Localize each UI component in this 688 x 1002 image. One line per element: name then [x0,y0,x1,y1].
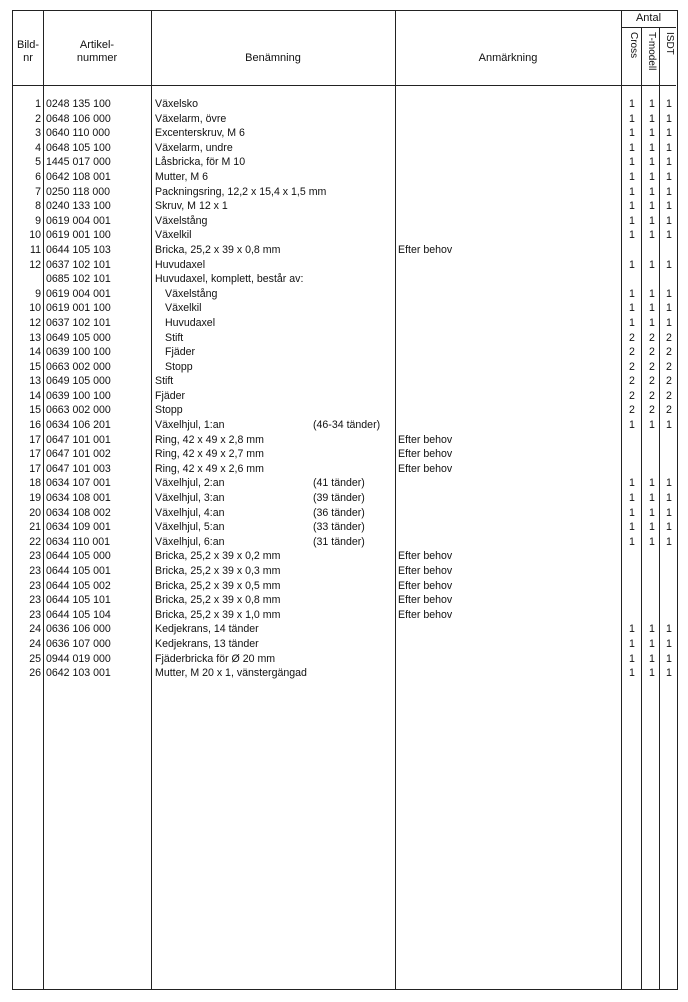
cell-artikelnummer: 0619 001 100 [46,302,111,315]
cell-tander: (46-34 tänder) [313,419,381,432]
cell-bild-nr: 1 [35,98,41,110]
cell-antal-tmodell: 1 [649,521,655,534]
cell-bild-nr: 7 [35,185,41,198]
cell-antal-tmodell: 1 [649,156,655,169]
cell-bild-nr: 23 [29,565,41,577]
table-row [13,331,676,346]
cell-antal-isdt: 1 [666,316,672,329]
cell-antal-tmodell: 2 [649,375,655,388]
cell-antal-tmodell: 1 [649,229,655,242]
cell-artikelnummer: 0634 106 201 [46,419,111,432]
cell-artikelnummer: 0647 101 003 [46,462,111,475]
cell-artikelnummer: 0634 108 002 [46,506,111,519]
cell-bild-nr: 3 [35,127,41,140]
table-row [13,476,676,491]
cell-antal-tmodell: 1 [649,316,655,329]
antal-underline [621,27,676,28]
table-row [13,535,676,550]
cell-bild-nr: 9 [35,214,41,227]
cell-antal-cross: 1 [629,492,635,505]
cell-artikelnummer: 0637 102 101 [46,258,111,271]
cell-artikelnummer: 0649 105 000 [46,375,111,388]
table-row [13,418,676,433]
cell-antal-isdt: 1 [666,492,672,505]
cell-benamning: Bricka, 25,2 x 39 x 0,2 mm [155,550,281,563]
cell-antal-isdt: 1 [666,637,672,650]
cell-benamning: Fjäder [165,346,196,359]
cell-benamning: Ring, 42 x 49 x 2,6 mm [155,462,264,475]
cell-bild-nr: 13 [29,331,41,344]
cell-bild-nr: 2 [35,112,41,125]
cell-artikelnummer: 0663 002 000 [46,360,111,373]
cell-antal-cross: 1 [629,419,635,432]
cell-antal-tmodell: 1 [649,170,655,183]
cell-tander: (36 tänder) [313,506,365,519]
table-row [13,272,676,287]
cell-anmarkning: Efter behov [398,462,453,475]
cell-benamning: Stift [165,331,184,344]
cell-antal-isdt: 1 [666,302,672,315]
cell-artikelnummer: 0640 110 000 [46,127,111,140]
cell-bild-nr: 5 [35,156,41,169]
cell-bild-nr: 22 [29,535,41,548]
table-row [13,433,676,448]
cell-antal-isdt: 2 [666,375,672,388]
cell-artikelnummer: 0648 106 000 [46,112,111,125]
cell-artikelnummer: 0663 002 000 [46,404,111,417]
cell-antal-isdt: 1 [666,521,672,534]
cell-antal-isdt: 2 [666,389,672,402]
cell-antal-tmodell: 1 [649,112,655,125]
cell-artikelnummer: 0642 103 001 [46,667,111,680]
cell-benamning: Bricka, 25,2 x 39 x 0,8 mm [155,594,281,607]
table-row [13,170,676,185]
cell-antal-tmodell: 1 [649,667,655,680]
cell-bild-nr: 23 [29,594,41,607]
cell-bild-nr: 24 [29,637,41,650]
cell-antal-cross: 1 [629,287,635,300]
table-row [13,506,676,521]
cell-antal-cross: 1 [629,535,635,548]
cell-antal-tmodell: 2 [649,389,655,402]
cell-antal-tmodell: 1 [649,214,655,227]
cell-benamning: Växelkil [165,302,202,315]
cell-antal-isdt: 1 [666,185,672,198]
cell-bild-nr: 8 [35,200,41,213]
cell-antal-tmodell: 2 [649,331,655,344]
cell-artikelnummer: 0619 004 001 [46,287,111,300]
cell-anmarkning: Efter behov [398,608,453,621]
table-row [13,258,676,273]
table-row [13,228,676,243]
cell-antal-cross: 1 [629,200,635,213]
table-row [13,185,676,200]
table-row [13,199,676,214]
cell-antal-tmodell: 1 [649,287,655,300]
cell-benamning: Växelarm, övre [155,112,227,125]
cell-bild-nr: 14 [29,346,41,359]
cell-anmarkning: Efter behov [398,550,453,563]
cell-antal-cross: 2 [629,375,635,388]
parts-rows [13,97,676,681]
cell-anmarkning: Efter behov [398,565,453,577]
cell-antal-tmodell: 1 [649,127,655,140]
cell-artikelnummer: 0644 105 002 [46,579,111,592]
cell-antal-cross: 1 [629,258,635,271]
cell-antal-cross: 1 [629,302,635,315]
cell-antal-cross: 1 [629,185,635,198]
cell-antal-cross: 1 [629,127,635,140]
cell-bild-nr: 14 [29,389,41,402]
cell-anmarkning: Efter behov [398,243,453,256]
cell-antal-tmodell: 2 [649,360,655,373]
cell-bild-nr: 16 [29,419,41,432]
table-row [13,345,676,360]
cell-artikelnummer: 0648 105 100 [46,141,111,154]
cell-antal-tmodell: 1 [649,477,655,490]
cell-artikelnummer: 0642 108 001 [46,170,111,183]
cell-artikelnummer: 0639 100 100 [46,346,111,359]
cell-benamning: Huvudaxel, komplett, består av: [155,273,304,286]
cell-antal-isdt: 1 [666,156,672,169]
cell-antal-isdt: 1 [666,623,672,636]
cell-bild-nr: 10 [29,229,41,242]
table-row [13,97,676,112]
cell-antal-tmodell: 1 [649,185,655,198]
cell-bild-nr: 20 [29,506,41,519]
cell-benamning: Växelhjul, 3:an [155,492,225,505]
table-row [13,374,676,389]
table-row [13,579,676,594]
cell-bild-nr: 17 [29,448,41,461]
table-row [13,112,676,127]
cell-artikelnummer: 0634 107 001 [46,477,111,490]
cell-artikelnummer: 0644 105 104 [46,608,111,621]
cell-benamning: Bricka, 25,2 x 39 x 0,3 mm [155,565,281,577]
cell-artikelnummer: 0634 109 001 [46,521,111,534]
cell-antal-isdt: 1 [666,214,672,227]
cell-benamning: Växelhjul, 1:an [155,419,225,432]
table-row [13,652,676,667]
cell-antal-tmodell: 1 [649,98,655,110]
cell-antal-isdt: 1 [666,287,672,300]
cell-antal-tmodell: 1 [649,141,655,154]
cell-antal-isdt: 1 [666,127,672,140]
cell-benamning: Fjäderbricka för Ø 20 mm [155,652,276,665]
cell-antal-tmodell: 1 [649,652,655,665]
cell-artikelnummer: 0636 107 000 [46,637,111,650]
table-row [13,389,676,404]
cell-artikelnummer: 0634 110 001 [46,535,111,548]
cell-benamning: Ring, 42 x 49 x 2,8 mm [155,433,264,446]
cell-antal-cross: 2 [629,346,635,359]
cell-artikelnummer: 0637 102 101 [46,316,111,329]
table-row [13,155,676,170]
cell-antal-tmodell: 1 [649,637,655,650]
cell-antal-cross: 2 [629,360,635,373]
cell-antal-isdt: 1 [666,535,672,548]
table-row [13,360,676,375]
cell-bild-nr: 24 [29,623,41,636]
cell-benamning: Mutter, M 6 [155,170,208,183]
cell-antal-cross: 1 [629,214,635,227]
cell-antal-tmodell: 1 [649,492,655,505]
table-row [13,462,676,477]
cell-bild-nr: 17 [29,462,41,475]
cell-benamning: Ring, 42 x 49 x 2,7 mm [155,448,264,461]
cell-benamning: Bricka, 25,2 x 39 x 1,0 mm [155,608,281,621]
table-row [13,214,676,229]
cell-antal-cross: 1 [629,156,635,169]
cell-benamning: Växelarm, undre [155,141,233,154]
table-row [13,126,676,141]
cell-bild-nr: 9 [35,287,41,300]
cell-artikelnummer: 0240 133 100 [46,200,111,213]
cell-benamning: Växelstång [155,214,208,227]
cell-bild-nr: 18 [29,477,41,490]
table-row [13,141,676,156]
cell-benamning: Växelsko [155,98,198,110]
cell-antal-cross: 2 [629,389,635,402]
cell-bild-nr: 15 [29,360,41,373]
cell-antal-cross: 1 [629,667,635,680]
table-row [13,301,676,316]
cell-tander: (33 tänder) [313,521,365,534]
cell-anmarkning: Efter behov [398,579,453,592]
cell-artikelnummer: 0644 105 001 [46,565,111,577]
cell-antal-cross: 1 [629,521,635,534]
cell-artikelnummer: 0619 004 001 [46,214,111,227]
cell-benamning: Växelhjul, 6:an [155,535,225,548]
cell-antal-tmodell: 2 [649,346,655,359]
cell-antal-tmodell: 1 [649,506,655,519]
cell-artikelnummer: 0647 101 001 [46,433,111,446]
table-row [13,549,676,564]
cell-benamning: Packningsring, 12,2 x 15,4 x 1,5 mm [155,185,327,198]
header-tmodell: T-modell [646,32,657,71]
cell-artikelnummer: 0685 102 101 [46,273,111,286]
table-row [13,287,676,302]
cell-antal-isdt: 1 [666,419,672,432]
cell-tander: (31 tänder) [313,535,365,548]
cell-benamning: Mutter, M 20 x 1, vänstergängad [155,667,307,680]
cell-bild-nr: 6 [35,170,41,183]
cell-antal-isdt: 1 [666,477,672,490]
cell-benamning: Växelhjul, 4:an [155,506,225,519]
cell-antal-tmodell: 1 [649,623,655,636]
header-isdt: ISDT [664,32,675,55]
cell-antal-isdt: 2 [666,360,672,373]
table-row [13,666,676,681]
cell-benamning: Låsbricka, för M 10 [155,156,246,169]
cell-antal-cross: 1 [629,141,635,154]
cell-artikelnummer: 0634 108 001 [46,492,111,505]
table-row [13,316,676,331]
cell-tander: (39 tänder) [313,492,365,505]
cell-benamning: Stopp [155,404,183,417]
cell-antal-isdt: 2 [666,346,672,359]
cell-tander: (41 tänder) [313,477,365,490]
cell-benamning: Huvudaxel [165,316,216,329]
cell-bild-nr: 10 [29,302,41,315]
table-row [13,520,676,535]
cell-antal-isdt: 2 [666,404,672,417]
cell-antal-isdt: 2 [666,331,672,344]
cell-antal-isdt: 1 [666,170,672,183]
cell-artikelnummer: 0644 105 101 [46,594,111,607]
table-row [13,447,676,462]
cell-antal-cross: 1 [629,506,635,519]
cell-antal-cross: 1 [629,477,635,490]
cell-antal-isdt: 1 [666,229,672,242]
cell-benamning: Excenterskruv, M 6 [155,127,245,140]
cell-bild-nr: 15 [29,404,41,417]
cell-artikelnummer: 0636 106 000 [46,623,111,636]
cell-antal-isdt: 1 [666,667,672,680]
cell-benamning: Bricka, 25,2 x 39 x 0,5 mm [155,579,281,592]
cell-bild-nr: 23 [29,608,41,621]
header-antal: Antal [635,12,662,24]
cell-bild-nr: 23 [29,550,41,563]
cell-antal-cross: 2 [629,404,635,417]
cell-benamning: Kedjekrans, 13 tänder [155,637,259,650]
cell-artikelnummer: 0944 019 000 [46,652,111,665]
cell-antal-isdt: 1 [666,112,672,125]
cell-bild-nr: 19 [29,492,41,505]
cell-bild-nr: 23 [29,579,41,592]
cell-bild-nr: 11 [30,243,41,256]
cell-anmarkning: Efter behov [398,433,453,446]
cell-antal-tmodell: 1 [649,258,655,271]
cell-antal-cross: 1 [629,623,635,636]
cell-bild-nr: 13 [29,375,41,388]
table-row [13,564,676,579]
cell-bild-nr: 17 [29,433,41,446]
cell-benamning: Skruv, M 12 x 1 [155,200,228,213]
cell-antal-isdt: 1 [666,98,672,110]
cell-bild-nr: 25 [29,652,41,665]
cell-antal-tmodell: 1 [649,535,655,548]
cell-benamning: Växelhjul, 5:an [155,521,225,534]
cell-bild-nr: 26 [29,667,41,680]
table-row [13,491,676,506]
cell-antal-tmodell: 1 [649,302,655,315]
cell-artikelnummer: 0248 135 100 [46,98,111,110]
header-artikelnummer: Artikel- nummer [76,39,118,64]
cell-artikelnummer: 0250 118 000 [46,185,111,198]
cell-bild-nr: 12 [29,316,41,329]
cell-antal-cross: 1 [629,170,635,183]
cell-benamning: Växelhjul, 2:an [155,477,225,490]
cell-benamning: Växelkil [155,229,192,242]
cell-antal-tmodell: 1 [649,419,655,432]
cell-antal-cross: 1 [629,316,635,329]
cell-anmarkning: Efter behov [398,448,453,461]
cell-antal-cross: 1 [629,112,635,125]
cell-benamning: Stift [155,375,174,388]
cell-antal-tmodell: 1 [649,200,655,213]
cell-antal-isdt: 1 [666,258,672,271]
cell-antal-isdt: 1 [666,652,672,665]
table-row [13,243,676,258]
header-cross: Cross [628,32,639,59]
cell-antal-cross: 2 [629,331,635,344]
cell-benamning: Stopp [165,360,193,373]
cell-artikelnummer: 0644 105 103 [46,243,111,256]
cell-bild-nr: 21 [29,521,41,534]
cell-benamning: Fjäder [155,389,186,402]
cell-antal-cross: 1 [629,98,635,110]
cell-antal-cross: 1 [629,652,635,665]
table-row [13,622,676,637]
cell-antal-isdt: 1 [666,506,672,519]
header-bild-nr: Bild- nr [16,39,39,64]
cell-artikelnummer: 1445 017 000 [46,156,111,169]
cell-antal-isdt: 1 [666,200,672,213]
cell-antal-isdt: 1 [666,141,672,154]
cell-benamning: Bricka, 25,2 x 39 x 0,8 mm [155,243,281,256]
cell-benamning: Växelstång [165,287,218,300]
cell-anmarkning: Efter behov [398,594,453,607]
cell-antal-cross: 1 [629,229,635,242]
cell-antal-tmodell: 2 [649,404,655,417]
cell-bild-nr: 12 [29,258,41,271]
table-row [13,593,676,608]
cell-artikelnummer: 0644 105 000 [46,550,111,563]
cell-benamning: Kedjekrans, 14 tänder [155,623,259,636]
header-anmarkning: Anmärkning [478,52,538,64]
cell-antal-cross: 1 [629,637,635,650]
cell-bild-nr: 4 [35,141,41,154]
cell-artikelnummer: 0639 100 100 [46,389,111,402]
table-row [13,608,676,623]
cell-artikelnummer: 0619 001 100 [46,229,111,242]
cell-artikelnummer: 0647 101 002 [46,448,111,461]
header-benamning: Benämning [245,52,301,64]
parts-table [12,10,678,990]
table-row [13,637,676,652]
table-row [13,403,676,418]
header-bottom-line [13,85,676,86]
cell-artikelnummer: 0649 105 000 [46,331,111,344]
cell-benamning: Huvudaxel [155,258,206,271]
